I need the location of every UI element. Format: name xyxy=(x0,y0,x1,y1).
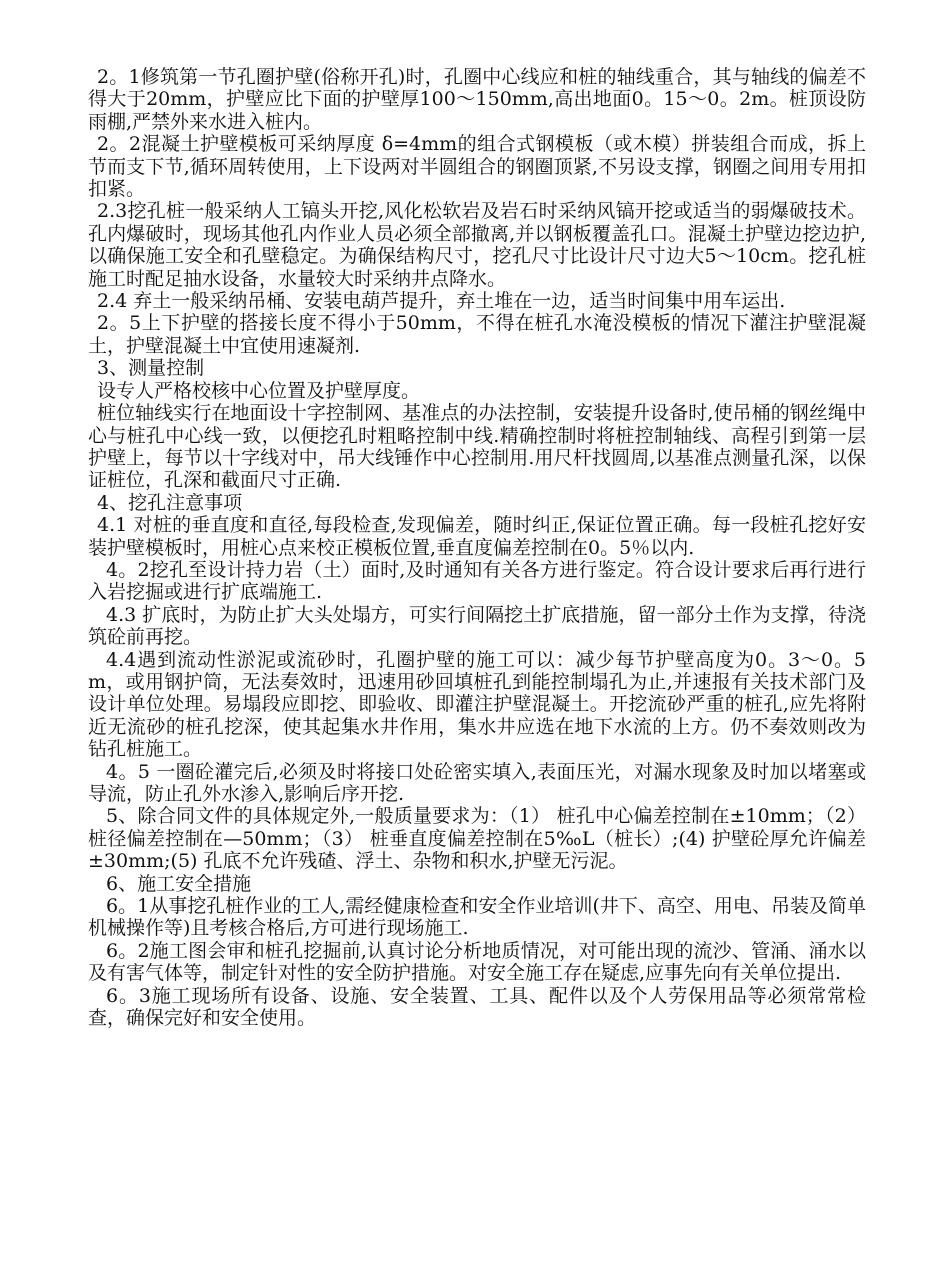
paragraph-2-5: 2。5上下护壁的搭接长度不得小于50mm，不得在桩孔水淹没模板的情况下灌注护壁混凝土，护壁混凝土中宜使用速凝剂. xyxy=(88,312,866,357)
paragraph-2-1: 2。1修筑第一节孔圈护壁(俗称开孔)时，孔圈中心线应和桩的轴线重合，其与轴线的偏差不得大于20mm，护壁应比下面的护壁厚100～150mm,高出地面0。15～0。2m。桩顶设防雨棚,严禁外来水进入桩内。 xyxy=(88,66,866,133)
paragraph-4-5: 4。5 一圈砼灌完后,必须及时将接口处砼密实填入,表面压光，对漏水现象及时加以堵塞或导流，防止孔外水渗入,影响后序开挖. xyxy=(88,760,866,805)
paragraph-4-3: 4.3 扩底时，为防止扩大头处塌方，可实行间隔挖土扩底措施，留一部分土作为支撑，待浇筑砼前再挖。 xyxy=(88,603,866,649)
paragraph-5: 5、除合同文件的具体规定外,一般质量要求为：（1） 桩孔中心偏差控制在±10mm；（2） 桩径偏差控制在—50mm；（3） 桩垂直度偏差控制在5‰L（桩长）;(4) 护壁砼厚允许偏差±30mm;(5) 孔底不允许残碴、浮土、杂物和积水,护壁无污泥。 xyxy=(88,805,866,873)
section-heading-6: 6、施工安全措施 xyxy=(106,872,252,895)
paragraph-2-4: 2.4 弃土一般采纳吊桶、安装电葫芦提升，弃土堆在一边，适当时间集中用车运出. xyxy=(97,290,786,313)
paragraph-3-b: 桩位轴线实行在地面设十字控制网、基准点的办法控制，安装提升设备时,使吊桶的钢丝绳中心与桩孔中心线一致，以便挖孔时粗略控制中线.精确控制时将桩控制轴线、高程引到第一层护壁上，每节以十字线对中，吊大线锤作中心控制用.用尺杆找圆周,以基准点测量孔深，以保证桩位，孔深和截面尺寸正确. xyxy=(88,402,866,492)
section-heading-4: 4、挖孔注意事项 xyxy=(97,491,243,514)
paragraph-2-3: 2.3挖孔桩一般采纳人工镐头开挖,风化松软岩及岩石时采纳风镐开挖或适当的弱爆破技术。孔内爆破时，现场其他孔内作业人员必须全部撤离,并以钢板覆盖孔口。混凝土护壁边挖边护,以确保施工安全和孔壁稳定。为确保结构尺寸，挖孔尺寸比设计尺寸边大5～10cm。挖孔桩施工时配足抽水设备，水量较大时采纳井点降水。 xyxy=(88,200,866,290)
paragraph-6-3: 6。3施工现场所有设备、设施、安全装置、工具、配件以及个人劳保用品等必须常常检查，确保完好和安全使用。 xyxy=(88,984,866,1030)
document-body xyxy=(88,66,866,1029)
paragraph-4-2: 4。2挖孔至设计持力岩（土）面时,及时通知有关各方进行鉴定。符合设计要求后再行进行入岩挖掘或进行扩底端施工. xyxy=(88,558,866,604)
paragraph-6-1: 6。1从事挖孔桩作业的工人,需经健康检查和安全作业培训(井下、高空、用电、吊装及简单机械操作等)且考核合格后,方可进行现场施工. xyxy=(88,895,866,940)
paragraph-6-2: 6。2施工图会审和桩孔挖掘前,认真讨论分析地质情况，对可能出现的流沙、管涌、涌水以及有害气体等，制定针对性的安全防护措施。对安全施工存在疑虑,应事先向有关单位提出. xyxy=(88,939,866,985)
paragraph-4-4: 4.4遇到流动性淤泥或流砂时，孔圈护壁的施工可以：减少每节护壁高度为0。3～0。5m，或用钢护筒，无法奏效时，迅速用砂回填桩孔到能控制塌孔为止,并速报有关技术部门及设计单位处理。易塌段应即挖、即验收、即灌注护壁混凝土。开挖流砂严重的桩孔,应先将附近无流砂的桩孔挖深，使其起集水井作用，集水井应选在地下水流的上方。仍不奏效则改为钻孔桩施工。 xyxy=(88,648,866,761)
paragraph-3-a: 设专人严格校核中心位置及护壁厚度。 xyxy=(97,379,421,402)
paragraph-2-2: 2。2混凝土护壁模板可采纳厚度 δ=4mm的组合式钢模板（或木模）拼装组合而成，拆上节而支下节,循环周转使用，上下设两对半圆组合的钢圈顶紧,不另设支撑，钢圈之间用专用扣扣紧。 xyxy=(88,133,866,201)
section-heading-3: 3、测量控制 xyxy=(97,357,205,380)
paragraph-4-1: 4.1 对桩的垂直度和直径,每段检查,发现偏差，随时纠正,保证位置正确。每一段桩孔挖好安装护壁模板时，用桩心点来校正模板位置,垂直度偏差控制在0。5％以内. xyxy=(88,514,866,559)
